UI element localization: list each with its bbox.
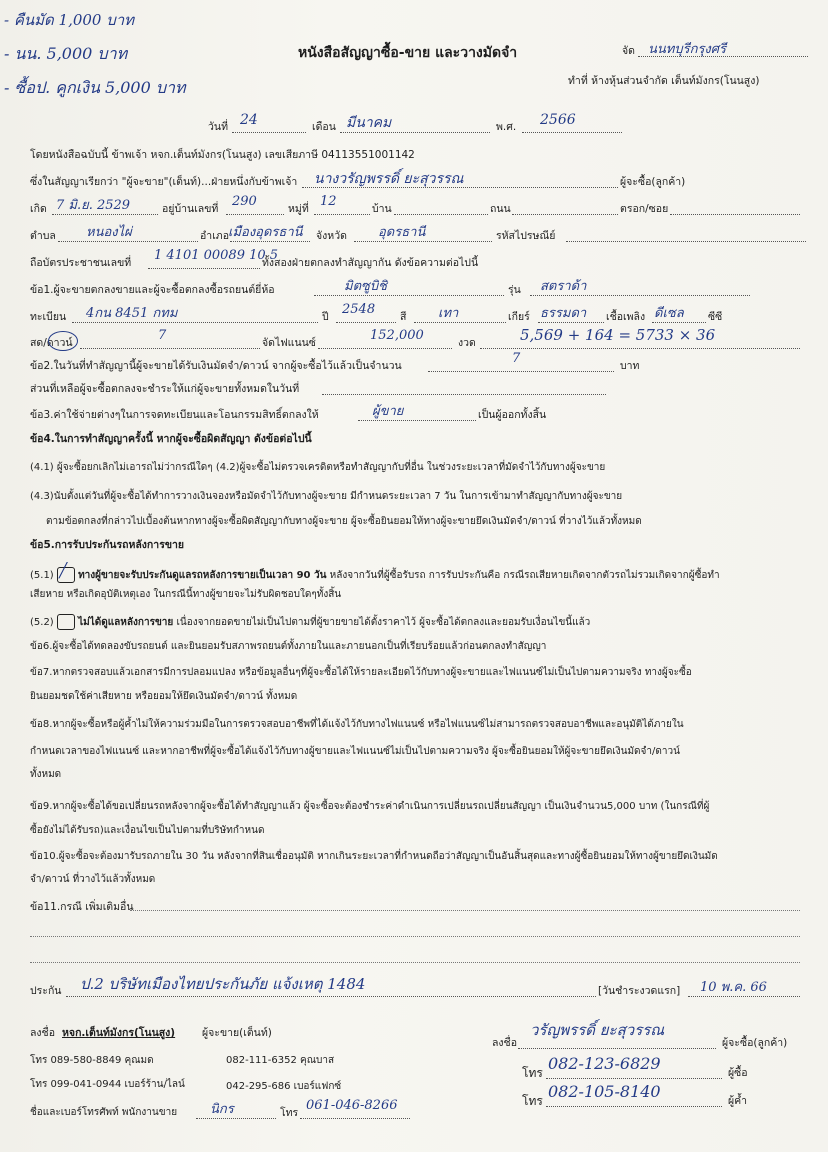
car-year-value: 2548 (342, 302, 376, 317)
guarantor-tel-label: โทร (522, 1094, 543, 1108)
buyer-name: นางวรัญพรรดิ์ ยะสุวรรณ (314, 171, 464, 187)
clause-10a: ข้อ10.ผู้จะซื้อจะต้องมารับรถภายใน 30 วัน หลังจากที่สินเชื่ออนุมัติ หากเกินระยะเวลาที่กำหนดถือว่าสัญญาเป็นอันสิ้นสุดและทางผู้ซื้อยินยอมให้ทางผู้ขายยึดเงินมัด (30, 851, 718, 862)
inst-value: 5,569 + 164 = 5733 × 36 (520, 326, 716, 344)
clause-3-pre: ข้อ3.ค่าใช้จ่ายต่างๆในการจดทะเบียนและโอนกรรมสิทธิ์ตกลงให้ (30, 409, 319, 421)
clause-2-value: 7 (512, 351, 521, 366)
clause-2b: ส่วนที่เหลือผู้จะซื้อตกลงจะชำระให้แก่ผู้จะขายทั้งหมดในวันที่ (30, 383, 300, 395)
staff-label: ชื่อและเบอร์โทรศัพท์ พนักงานขาย (30, 1107, 178, 1118)
fin-label: จัดไฟแนนซ์ (262, 337, 316, 349)
clause-11-line-3[interactable] (30, 962, 800, 963)
clause-3-post: เป็นผู้ออกทั้งสิ้น (478, 409, 547, 421)
first-payment-value: 10 พ.ค. 66 (700, 980, 767, 995)
clause-5-2-pre: (5.2) (30, 617, 54, 628)
place-text: ทำที่ ห้างหุ้นส่วนจำกัด เต็นท์มังกร(โนนสูง) (568, 75, 760, 87)
year-label: พ.ศ. (496, 121, 517, 133)
gear-value: ธรรมดา (540, 306, 587, 321)
buyer-tel-role: ผู้ซื้อ (728, 1067, 748, 1079)
seller-role: ผู้จะขาย(เต็นท์) (202, 1027, 272, 1039)
fuel-label: เชื้อเพลิง (606, 311, 646, 323)
insurance-value: ป.2 บริษัทเมืองไทยประกันภัย แจ้งเหตุ 1484 (80, 975, 366, 993)
clause-4-head: ข้อ4.ในการทำสัญญาครั้งนี้ หากผู้จะซื้อผิดสัญญา ดังข้อต่อไปนี้ (30, 433, 312, 445)
note-3: - ซื้อป. คูกเงิน 5,000 บาท (4, 78, 186, 97)
clause-5-1-checkbox[interactable] (57, 563, 75, 583)
clause-11-label: ข้อ11.กรณี เพิ่มเติมอื่น (30, 901, 134, 913)
note-1: - คืนมัด 1,000 บาท (4, 11, 135, 29)
down-value: 7 (158, 328, 167, 343)
brand-field[interactable] (314, 281, 504, 296)
buyer-sign-label: ลงชื่อ (492, 1037, 517, 1049)
car-color-field[interactable] (414, 308, 506, 323)
car-color-label: สี (400, 311, 407, 323)
note-2: - นน. 5,000 บาท (4, 44, 128, 63)
village-label: บ้าน (372, 203, 392, 215)
born-value: 7 มิ.ย. 2529 (56, 198, 131, 213)
inst-label: งวด (458, 337, 476, 349)
buyer-role: ผู้จะซื้อ(ลูกค้า) (722, 1037, 788, 1049)
at-label: จัด (622, 45, 635, 57)
clause-5-2-rest: เนื่องจากยอดขายไม่เป็นไปตามที่ผู้ขายขายได้ตั้งราคาไว้ ผู้จะซื้อได้ตกลงและยอมรับเงื่อนไขนี้แล้ว (176, 617, 591, 628)
clause-3-value: ผู้ขาย (372, 404, 404, 419)
clause-2-pre: ข้อ2.ในวันที่ทำสัญญานี้ผู้จะขายได้รับเงินมัดจำ/ดาวน์ จากผู้จะซื้อไว้แล้วเป็นจำนวน (30, 360, 402, 372)
clause-10b: จำ/ดาวน์ ที่วางไว้แล้วทั้งหมด (30, 874, 156, 885)
clause-4-1: (4.1) ผู้จะซื้อยกเลิกไม่เอารถไม่ว่ากรณีใดๆ (4.2)ผู้จะซื้อไม่ตรวจเครดิตหรือทำสัญญากับที่อื่น ในช่วงระยะเวลาที่มัดจำไว้กับทางผู้จะขาย (30, 462, 606, 473)
buyer-line-post: ผู้จะซื้อ(ลูกค้า) (620, 176, 686, 188)
clause-5-2-checkbox[interactable] (57, 614, 75, 630)
model-label: รุ่น (508, 284, 521, 296)
clause-2-unit: บาท (620, 360, 640, 372)
down-label: สด/ดาวน์ (30, 337, 73, 349)
seller-tel-1: โทร 089-580-8849 คุณมด (30, 1055, 154, 1066)
contract-title: หนังสือสัญญาซื้อ-ขาย และวางมัดจำ (298, 45, 518, 61)
house-label: อยู่บ้านเลขที่ (162, 203, 219, 215)
guarantor-role: ผู้ค้ำ (728, 1095, 748, 1107)
staff-name: นิกร (210, 1102, 234, 1117)
month-value: มีนาคม (346, 115, 392, 131)
brand-value: มิตซูบิชิ (344, 279, 387, 294)
soi-field[interactable] (670, 200, 800, 215)
insurance-label: ประกัน (30, 985, 62, 997)
buyer-signature: วรัญพรรดิ์ ยะสุวรรณ (530, 1021, 665, 1039)
clause-5-2-row (30, 614, 590, 630)
reg-label: ทะเบียน (30, 311, 67, 323)
at-value: นนทบุรีกรุงศรี (648, 42, 727, 57)
car-color-value: เทา (438, 306, 459, 321)
id-post: ทั้งสองฝ่ายตกลงทำสัญญากัน ดังข้อความต่อไปนี้ (262, 257, 479, 269)
first-payment-label: [วันชำระงวดแรก] (598, 985, 681, 997)
model-value: สตราด้า (540, 279, 587, 294)
day-value: 24 (240, 112, 258, 128)
zip-label: รหัสไปรษณีย์ (496, 230, 556, 242)
buyer-tel-label: โทร (522, 1066, 543, 1080)
clause-9a: ข้อ9.หากผู้จะซื้อได้ขอเปลี่ยนรถหลังจากผู้จะซื้อได้ทำสัญญาแล้ว ผู้จะซื้อจะต้องชำระค่าดำเนินการเปลี่ยนรถเปลี่ยนสัญญา เป็นเงินจำนวน5,000 บาท (ในกรณีที่ผู้ (30, 801, 710, 812)
tambon-value: หนองไผ่ (86, 225, 132, 240)
clause-11-line-2[interactable] (30, 936, 800, 937)
road-field[interactable] (512, 200, 618, 215)
down-field[interactable] (80, 334, 260, 349)
seller-tel-2: 082-111-6352 คุณบาส (226, 1055, 335, 1066)
down-circle-mark (48, 331, 78, 351)
id-label: ถือบัตรประชาชนเลขที่ (30, 257, 132, 269)
clause-5-1b: เสียหาย หรือเกิดอุบัติเหตุเอง ในกรณีนี้ทางผู้ขายจะไม่รับผิดชอบใดๆทั้งสิ้น (30, 589, 342, 600)
born-label: เกิด (30, 203, 47, 215)
month-label: เดือน (312, 121, 336, 133)
car-year-label: ปี (322, 311, 329, 323)
village-field[interactable] (394, 200, 488, 215)
clause-2-field[interactable] (428, 357, 614, 372)
clause-5-1-pre: (5.1) (30, 570, 54, 581)
buyer-line-pre: ซึ่งในสัญญาเรียกว่า "ผู้จะขาย"(เต็นท์)...ฝ่ายหนึ่งกับข้าพเจ้า (30, 176, 298, 188)
clause-8c: ทั้งหมด (30, 769, 62, 780)
gear-label: เกียร์ (508, 311, 530, 323)
intro-text: โดยหนังสือฉบับนี้ ข้าพเจ้า หจก.เต็นท์มังกร(โนนสูง) เลขเสียภาษี 04113551001142 (30, 149, 415, 161)
reg-value: 4กน 8451 กทม (86, 306, 178, 321)
clause-2b-field[interactable] (322, 380, 606, 395)
clause-5-1-rest: หลังจากวันที่ผู้ซื้อรับรถ การรับประกันคือ กรณีรถเสียหายเกิดจากตัวรถไม่รวมเกิดจากผู้ซื้อทำ (329, 570, 720, 581)
staff-tel-label: โทร (280, 1107, 299, 1119)
clause-5-head: ข้อ5.การรับประกันรถหลังการขาย (30, 539, 185, 551)
guarantor-tel: 082-105-8140 (548, 1082, 661, 1101)
moo-label: หมู่ที่ (288, 203, 309, 215)
staff-name-field[interactable] (196, 1104, 276, 1119)
zip-field[interactable] (566, 227, 806, 242)
year-value: 2566 (540, 112, 576, 128)
road-label: ถนน (490, 203, 511, 215)
clause-5-1-row (30, 563, 720, 583)
clause-11-field[interactable] (130, 910, 800, 911)
house-value: 290 (232, 194, 257, 209)
clause-9b: ซื้อยังไม่ได้รับรถ)และเงื่อนไขเป็นไปตามที่บริษัทกำหนด (30, 825, 265, 836)
seller-tel-4: 042-295-686 เบอร์แฟกซ์ (226, 1081, 342, 1092)
clause-5-1-bold: ทางผู้ขายจะรับประกันดูแลรถหลังการขายเป็นเวลา 90 วัน (78, 570, 327, 581)
clause-8b: กำหนดเวลาของไฟแนนซ์ และหากอาชีพที่ผู้จะซื้อได้แจ้งไว้กับทางผู้ขายและไฟแนนซ์ไม่เป็นไปตามความจริง ผู้จะซื้อยินยอมให้ผู้จะขายยึดเงินมัดจำ/ดาวน์ (30, 746, 680, 757)
fuel-value: ดีเซล (654, 306, 684, 321)
clause-8a: ข้อ8.หากผู้จะซื้อหรือผู้ค้ำไม่ให้ความร่วมมือในการตรวจสอบอาชีพที่ได้แจ้งไว้กับทางไฟแนนซ์ หรือไฟแนนซ์ไม่สามารถตรวจสอบอาชีพและอนุมัติได้ภายใน (30, 719, 684, 730)
clause-5-2-bold: ไม่ได้ดูแลหลังการขาย (78, 617, 174, 628)
clause-4-3b: ตามข้อตกลงที่กล่าวไปเบื้องต้นหากทางผู้จะซื้อผิดสัญญากับทางผู้จะขาย ผู้จะซื้อยินยอมให้ทางผู้จะขายยึดเงินมัดจำ/ดาวน์ ที่วางไว้แล้วทั้งหมด (46, 516, 642, 527)
amphoe-value: เมืองอุดรธานี (228, 225, 303, 240)
seller-tel-3: โทร 099-041-0944 เบอร์ร้าน/ไลน์ (30, 1079, 185, 1090)
clause-7b: ยินยอมชดใช้ค่าเสียหาย หรือยอมให้ยึดเงินมัดจำ/ดาวน์ ทั้งหมด (30, 691, 298, 702)
cc-label: ซีซี (708, 311, 723, 323)
clause-4-3a: (4.3)นับตั้งแต่วันที่ผู้จะซื้อได้ทำการวางเงินจองหรือมัดจำไว้กับทางผู้จะขาย มีกำหนดระยะเวลา 7 วัน ในการเข้ามาทำสัญญากับทางผู้จะขาย (30, 491, 623, 502)
clause-1-pre: ข้อ1.ผู้จะขายตกลงขายและผู้จะซื้อตกลงซื้อรถยนต์ยี่ห้อ (30, 284, 275, 296)
check-mark-icon: ╱ (58, 563, 68, 579)
province-value: อุดรธานี (378, 225, 426, 240)
tambon-label: ตำบล (30, 230, 56, 242)
day-label: วันที่ (208, 121, 228, 133)
soi-label: ตรอก/ซอย (620, 203, 669, 215)
clause-7a: ข้อ7.หากตรวจสอบแล้วเอกสารมีการปลอมแปลง หรือข้อมูลอื่นๆที่ผู้จะซื้อได้ให้รายละเอียดไว้กับทางผู้จะขายและไฟแนนซ์ไม่เป็นไปตามความจริง ทางผู้จะซื้อ (30, 667, 692, 678)
id-value: 1 4101 00089 10 5 (154, 248, 279, 263)
fin-value: 152,000 (370, 328, 424, 343)
clause-6: ข้อ6.ผู้จะซื้อได้ทดลองขับรถยนต์ และยินยอมรับสภาพรถยนต์ทั้งภายในและภายนอกเป็นที่เรียบร้อยแล้วก่อนตกลงทำสัญญา (30, 641, 547, 652)
staff-tel: 061-046-8266 (306, 1098, 398, 1113)
amphoe-label: อำเภอ (200, 230, 230, 242)
province-label: จังหวัด (316, 230, 347, 242)
moo-value: 12 (320, 194, 337, 209)
seller-name: หจก.เต็นท์มังกร(โนนสูง) (62, 1027, 176, 1039)
buyer-tel: 082-123-6829 (548, 1054, 661, 1073)
seller-sign-label: ลงชื่อ (30, 1027, 55, 1039)
